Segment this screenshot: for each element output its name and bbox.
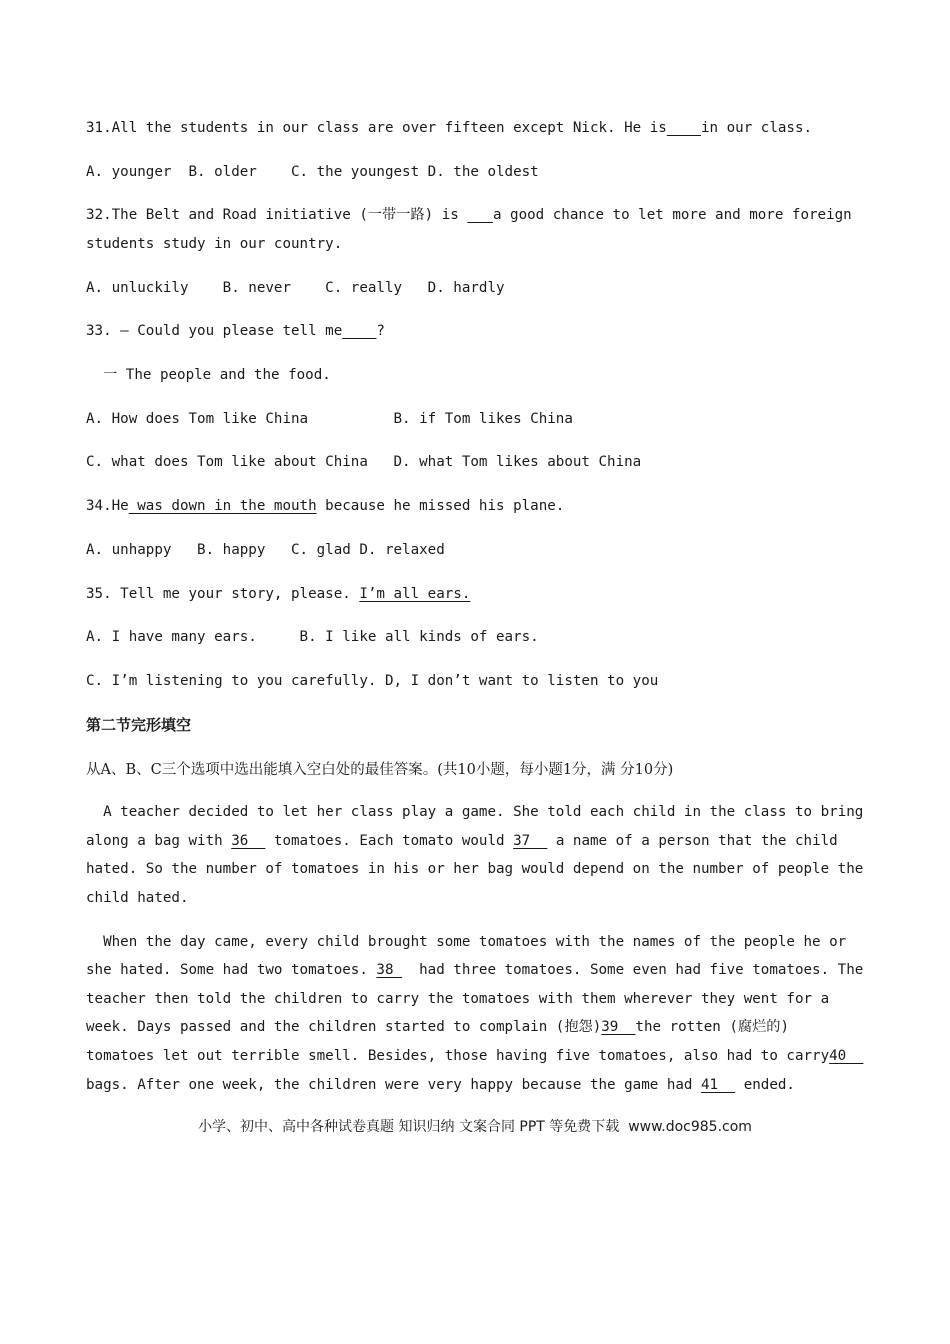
q32-text-post: a good chance to let more and more foreign (492, 207, 852, 223)
passage-text: along a bag with (86, 833, 232, 849)
section-title: 第二节完形填空 (86, 716, 192, 734)
passage-p2-line3: teacher then told the children to carry the tomatoes with them wherever they went for a (86, 991, 830, 1007)
q32-stem-line2: students study in our country. (86, 236, 343, 252)
q31-text-post: in our class. (701, 120, 813, 136)
q33-text-pre: 33. — Could you please tell me (86, 323, 343, 339)
q34-underlined-phrase: was down in the mouth (128, 498, 317, 514)
q33-answer: 一 The people and the food. (86, 367, 331, 383)
q35-stem (86, 584, 470, 604)
q33-blank: ____ (342, 323, 377, 339)
blank-40: 40__ (829, 1048, 864, 1064)
passage-p1-line3: hated. So the number of tomatoes in his or her bag would depend on the number of people the (86, 861, 864, 877)
passage-text: she hated. Some had two tomatoes. (86, 962, 377, 978)
q34-stem (86, 496, 564, 516)
q34-options: A. unhappy B. happy C. glad D. relaxed (86, 542, 445, 558)
q35-options-2: C. I’m listening to you carefully. D, I don’t want to listen to you (86, 673, 659, 689)
passage-text: ended. (735, 1077, 795, 1093)
passage-p2-line1: When the day came, every child brought some tomatoes with the names of the people he or (86, 934, 847, 950)
q33-options-2: C. what does Tom like about China D. what Tom likes about China (86, 454, 642, 470)
blank-39: 39__ (601, 1019, 636, 1035)
q32-blank: ___ (467, 207, 493, 223)
q31-text-pre: 31.All the students in our class are over fifteen except Nick. He is (86, 120, 667, 136)
passage-text: had three tomatoes. Some even had five tomatoes. The (402, 962, 864, 978)
passage-text: tomatoes let out terrible smell. Besides, those having five tomatoes, also had to carry (86, 1048, 830, 1064)
q33-options-1: A. How does Tom like China B. if Tom likes China (86, 411, 573, 427)
passage-p1-line2 (86, 831, 838, 851)
passage-p1-line4: child hated. (86, 890, 189, 906)
q31-stem (86, 118, 812, 138)
passage-p2-line5 (86, 1046, 863, 1066)
q32-options: A. unluckily B. never C. really D. hardly (86, 280, 505, 296)
blank-36: 36__ (231, 833, 266, 849)
q32-text-pre: 32.The Belt and Road initiative (一带一路) is (86, 207, 468, 223)
section-instruction: 从A、B、C三个选项中选出能填入空白处的最佳答案。(共10小题，每小题1分，满 分10分) (86, 762, 674, 778)
blank-41: 41__ (701, 1077, 736, 1093)
q33-text-post: ? (376, 323, 385, 339)
passage-text: tomatoes. Each tomato would (265, 833, 514, 849)
q32-stem (86, 205, 852, 225)
page-footer: 小学、初中、高中各种试卷真题 知识归纳 文案合同 PPT 等免费下载 www.doc985.com (198, 1119, 752, 1135)
passage-p2-line4 (86, 1017, 789, 1037)
blank-38: 38_ (376, 962, 403, 978)
passage-p2-line2 (86, 960, 863, 980)
passage-p1-line1: A teacher decided to let her class play a game. She told each child in the class to bring (86, 804, 864, 820)
passage-text: the rotten (腐烂的) (635, 1019, 790, 1035)
passage-text: week. Days passed and the children started to complain (抱怨) (86, 1019, 602, 1035)
q34-text-pre: 34.He (86, 498, 129, 514)
passage-text: a name of a person that the child (547, 833, 838, 849)
q35-options-1: A. I have many ears. B. I like all kinds of ears. (86, 629, 539, 645)
q31-blank: ____ (666, 120, 702, 136)
blank-37: 37__ (513, 833, 548, 849)
passage-text: bags. After one week, the children were very happy because the game had (86, 1077, 701, 1093)
q34-text-post: because he missed his plane. (316, 498, 565, 514)
q33-stem (86, 321, 385, 341)
q31-options: A. younger B. older C. the youngest D. the oldest (86, 164, 539, 180)
q35-underlined-phrase: I’m all ears. (359, 586, 471, 602)
q35-text-pre: 35. Tell me your story, please. (86, 586, 360, 602)
passage-p2-line6 (86, 1075, 795, 1095)
